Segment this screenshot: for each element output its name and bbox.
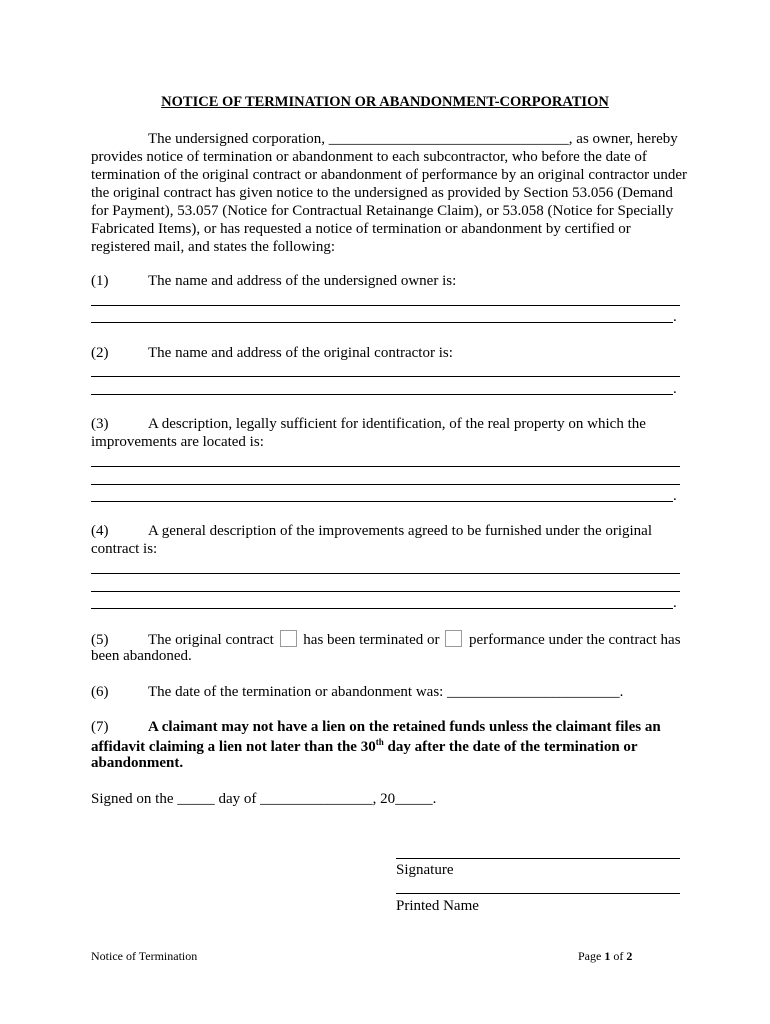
item-5-text-c: performance under the contract has: [468, 632, 681, 648]
item-3-text-cont: improvements are located is:: [91, 434, 264, 450]
item-1-text: The name and address of the undersigned owner is:: [148, 273, 457, 289]
signature-line[interactable]: [396, 858, 680, 859]
item-5-number: (5): [91, 632, 109, 648]
item-1-number: (1): [91, 273, 109, 289]
printed-name-label: Printed Name: [396, 898, 479, 914]
item-7-text-line-2: [91, 737, 638, 756]
item-7: [91, 719, 661, 736]
item-4-number: (4): [91, 523, 109, 539]
item-1-fill-line-2[interactable]: [91, 322, 673, 323]
intro-text-a: The undersigned corporation,: [148, 131, 329, 147]
page-number: [578, 949, 632, 964]
item-4-fill-line-3[interactable]: [91, 608, 673, 609]
item-1-fill-line-1[interactable]: [91, 305, 680, 306]
item-5: [91, 630, 681, 649]
item-4-fill-line-1[interactable]: [91, 573, 680, 574]
item-3-text: A description, legally sufficient for identification, of the real property on which the: [148, 416, 646, 432]
item-7-number: (7): [91, 719, 109, 735]
item-4-fill-line-2[interactable]: [91, 591, 680, 592]
intro-body: hereby provides notice of termination or abandonment to each subcontractor, who before the date of termination of the original contract or abandonment of performance by an original contractor under the original contract has given notice to the undersigned as provided by Section 53.056 (Demand for Payment), 53.057 (Notice for Contractual Retainange Claim), or 53.058 (Notice for Specially Fabricated Items), or has requested a notice of termination or abandonment by certified or registered mail, and states the following:: [91, 131, 688, 255]
intro-text-b: , as owner,: [568, 131, 634, 147]
page-of: of: [610, 949, 627, 963]
item-6-number: (6): [91, 684, 109, 700]
item-3-fill-line-1[interactable]: [91, 466, 680, 467]
item-4-text: A general description of the improvements agreed to be furnished under the original: [148, 523, 653, 539]
signed-on-line[interactable]: Signed on the _____ day of _______________, 20_____.: [91, 791, 437, 807]
item-2-fill-line-2[interactable]: [91, 394, 673, 395]
item-7-text: A claimant may not have a lien on the retained funds unless the claimant files an: [148, 719, 661, 735]
item-7-text-2b: day after the date of the termination or: [383, 739, 638, 755]
item-3-number: (3): [91, 416, 109, 432]
item-4-period: .: [673, 595, 677, 611]
item-1-period: .: [673, 309, 677, 325]
item-5-text-b: has been terminated or: [303, 632, 440, 648]
item-4: [91, 523, 652, 540]
item-2-period: .: [673, 381, 677, 397]
item-7-text-2a: affidavit claiming a lien not later than the 30: [91, 739, 376, 755]
item-7-superscript: th: [375, 737, 384, 747]
item-3: [91, 416, 646, 433]
intro-paragraph: [91, 130, 691, 256]
owner-name-blank[interactable]: ________________________________: [328, 131, 569, 147]
page-current: 1: [604, 949, 611, 963]
item-1: [91, 273, 456, 290]
page-prefix: Page: [578, 949, 605, 963]
page-total: 2: [626, 949, 633, 963]
item-3-fill-line-3[interactable]: [91, 501, 673, 502]
signature-label: Signature: [396, 862, 454, 878]
footer-title: Notice of Termination: [91, 949, 198, 963]
printed-name-line[interactable]: [396, 893, 680, 894]
item-2: [91, 345, 453, 362]
item-3-fill-line-2[interactable]: [91, 484, 680, 485]
item-2-number: (2): [91, 345, 109, 361]
item-5-text-cont: been abandoned.: [91, 648, 192, 664]
item-6: [91, 684, 623, 701]
item-5-text-a: The original contract: [148, 632, 274, 648]
item-4-text-cont: contract is:: [91, 541, 158, 557]
terminated-checkbox[interactable]: [280, 630, 297, 647]
document-title: NOTICE OF TERMINATION OR ABANDONMENT-CORPORATION: [161, 94, 609, 110]
item-2-fill-line-1[interactable]: [91, 376, 680, 377]
item-7-text-line-3: abandonment.: [91, 755, 184, 771]
abandoned-checkbox[interactable]: [445, 630, 462, 647]
item-6-text[interactable]: The date of the termination or abandonment was: _______________________.: [148, 684, 624, 700]
item-3-period: .: [673, 488, 677, 504]
item-2-text: The name and address of the original contractor is:: [148, 345, 453, 361]
